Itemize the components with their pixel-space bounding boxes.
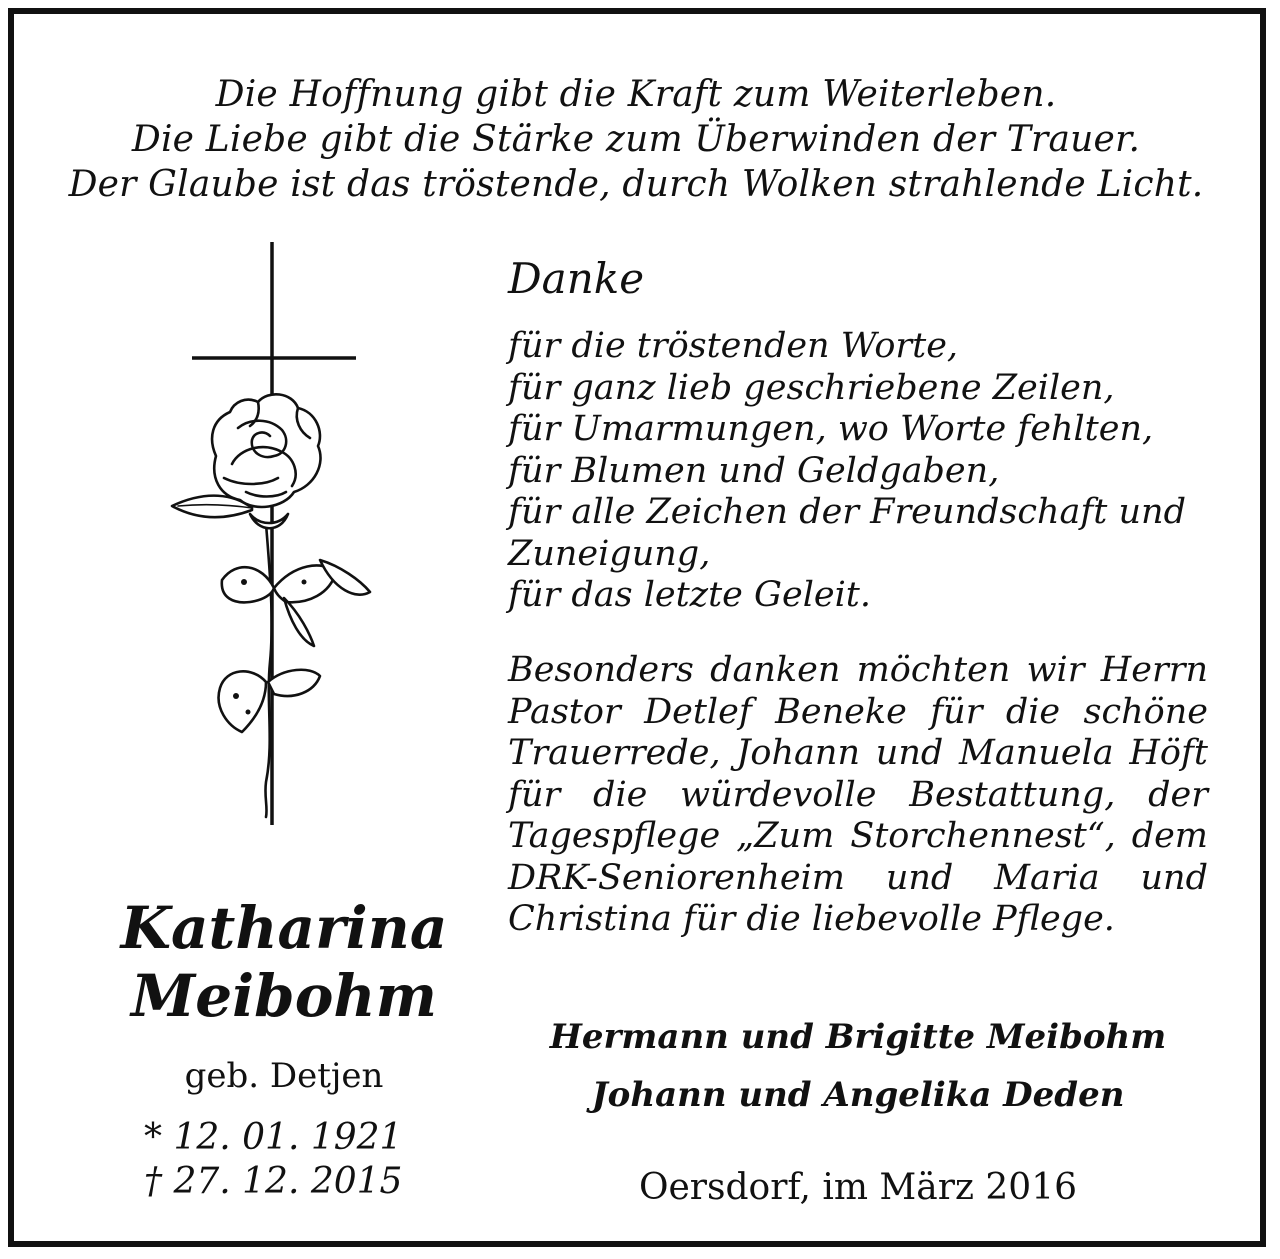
special-thanks-line: Trauerrede, Johann und Manuela Höft xyxy=(508,733,1208,773)
cross-with-rose-illustration xyxy=(154,242,414,842)
special-thanks-paragraph xyxy=(508,650,1208,941)
motto-line: Der Glaube ist das tröstende, durch Wolken strahlende Licht. xyxy=(68,164,1204,205)
birth-name: geb. Detjen xyxy=(184,1056,384,1096)
cross-icon xyxy=(192,242,356,825)
motto-line: Die Hoffnung gibt die Kraft zum Weiterleben. xyxy=(215,74,1057,115)
deceased-name xyxy=(54,894,514,1030)
special-thanks-line: Pastor Detlef Beneke für die schöne xyxy=(508,691,1208,732)
special-thanks-line: DRK-Seniorenheim und Maria und xyxy=(508,857,1208,898)
thanks-line: für Umarmungen, wo Worte fehlten, xyxy=(508,409,1154,449)
thanks-title: Danke xyxy=(508,254,645,303)
thanks-line: Zuneigung, xyxy=(508,533,711,574)
special-thanks-line: Tagespflege „Zum Storchennest“, dem xyxy=(508,816,1208,856)
first-name: Katharina xyxy=(120,894,448,962)
place-and-date: Oersdorf, im März 2016 xyxy=(638,1167,1077,1208)
life-dates xyxy=(144,1116,444,1204)
special-thanks-line: für die würdevolle Bestattung, der xyxy=(508,774,1208,815)
signer-line: Hermann und Brigitte Meibohm xyxy=(549,1017,1167,1057)
obituary-frame xyxy=(8,8,1266,1247)
special-thanks-line: Besonders danken möchten wir Herrn xyxy=(508,650,1208,690)
signers xyxy=(508,1008,1208,1124)
birth-date: * 12. 01. 1921 xyxy=(144,1117,403,1158)
signer-line: Johann und Angelika Deden xyxy=(591,1075,1125,1115)
thanks-line: für das letzte Geleit. xyxy=(508,575,871,615)
death-date: † 27. 12. 2015 xyxy=(144,1161,403,1202)
thanks-line: für Blumen und Geldgaben, xyxy=(508,450,1000,491)
special-thanks-line: Christina für die liebevolle Pflege. xyxy=(508,899,1115,939)
thanks-line: für alle Zeichen der Freundschaft und xyxy=(508,492,1186,532)
thanks-line: für ganz lieb geschriebene Zeilen, xyxy=(508,367,1115,408)
thanks-line: für die tröstenden Worte, xyxy=(508,326,959,366)
motto xyxy=(14,72,1258,207)
thanks-list xyxy=(508,326,1208,617)
last-name: Meibohm xyxy=(131,962,437,1030)
motto-line: Die Liebe gibt die Stärke zum Überwinden der Trauer. xyxy=(131,119,1141,160)
